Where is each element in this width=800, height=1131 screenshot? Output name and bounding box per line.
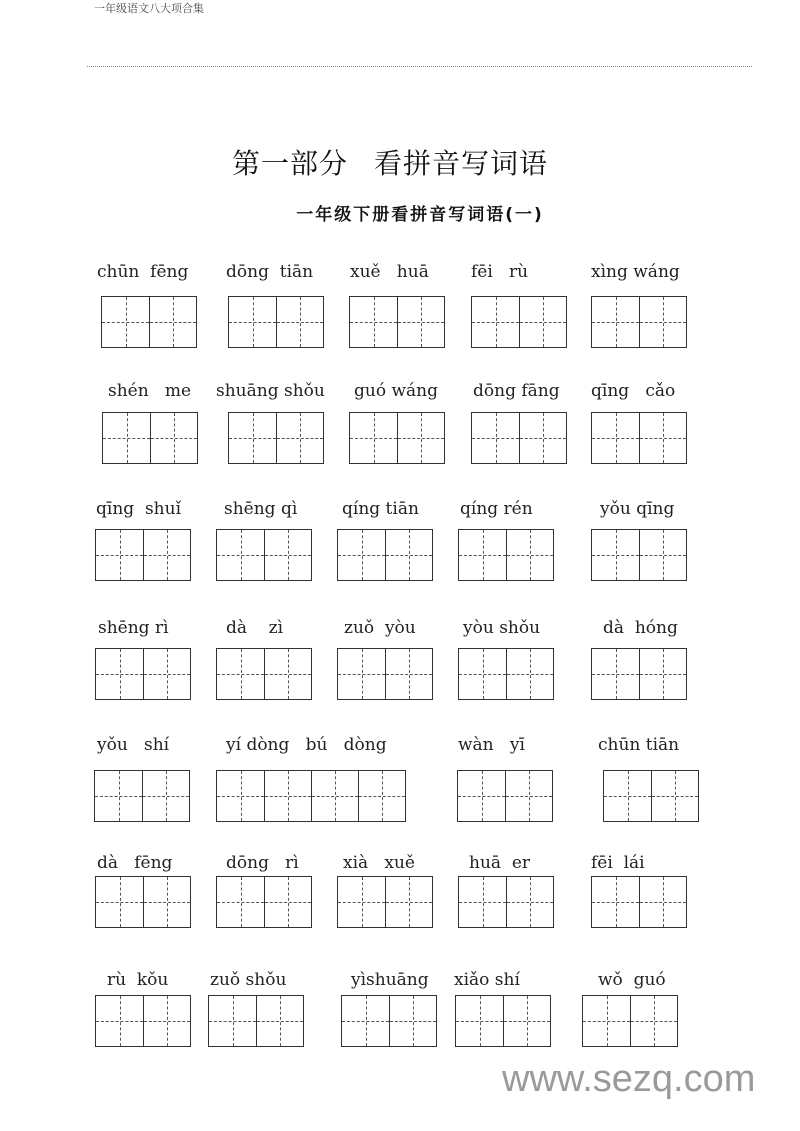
character-cell[interactable] xyxy=(96,996,143,1046)
watermark: www.sezq.com xyxy=(502,1058,756,1100)
character-cell[interactable] xyxy=(592,297,639,347)
character-cell[interactable] xyxy=(459,530,506,580)
character-cell[interactable] xyxy=(264,771,311,821)
section-subtitle: 一年级下册看拼音写词语(一) xyxy=(296,205,544,225)
tianzige-writing-grid[interactable] xyxy=(591,529,687,581)
pinyin-label: yǒu qīng xyxy=(600,499,675,519)
character-cell[interactable] xyxy=(604,771,651,821)
pinyin-label: dà zì xyxy=(226,618,284,638)
character-cell[interactable] xyxy=(150,413,197,463)
character-cell[interactable] xyxy=(639,649,686,699)
running-header: 一年级语文八大项合集 xyxy=(94,2,204,15)
character-cell[interactable] xyxy=(459,877,506,927)
character-cell[interactable] xyxy=(458,771,505,821)
character-cell[interactable] xyxy=(217,877,264,927)
tianzige-writing-grid[interactable] xyxy=(208,995,304,1047)
character-cell[interactable] xyxy=(397,413,444,463)
character-cell[interactable] xyxy=(311,771,358,821)
pinyin-label: shēng qì xyxy=(224,499,298,519)
character-cell[interactable] xyxy=(385,649,432,699)
tianzige-writing-grid[interactable] xyxy=(228,296,324,348)
character-cell[interactable] xyxy=(456,996,503,1046)
pinyin-label: wǒ guó xyxy=(598,970,666,990)
character-cell[interactable] xyxy=(639,877,686,927)
pinyin-label: zuǒ yòu xyxy=(344,618,416,638)
character-cell[interactable] xyxy=(229,297,276,347)
pinyin-label: qíng rén xyxy=(460,499,533,519)
pinyin-label: yòu shǒu xyxy=(463,618,541,638)
character-cell[interactable] xyxy=(639,413,686,463)
character-cell[interactable] xyxy=(96,877,143,927)
tianzige-writing-grid[interactable] xyxy=(349,412,445,464)
page-title xyxy=(0,142,780,182)
pinyin-label: shén me xyxy=(108,381,192,401)
pinyin-label: dōng tiān xyxy=(226,262,314,282)
pinyin-label: rù kǒu xyxy=(107,970,169,990)
tianzige-writing-grid[interactable] xyxy=(101,296,197,348)
tianzige-writing-grid[interactable] xyxy=(591,648,687,700)
pinyin-label: dōng rì xyxy=(226,853,299,873)
pinyin-label: chūn fēng xyxy=(97,262,189,282)
character-cell[interactable] xyxy=(264,877,311,927)
character-cell[interactable] xyxy=(102,297,149,347)
tianzige-writing-grid[interactable] xyxy=(591,412,687,464)
tianzige-writing-grid[interactable] xyxy=(216,770,406,822)
character-cell[interactable] xyxy=(149,297,196,347)
pinyin-label: huā er xyxy=(469,853,531,873)
character-cell[interactable] xyxy=(338,530,385,580)
tianzige-writing-grid[interactable] xyxy=(216,529,312,581)
tianzige-writing-grid[interactable] xyxy=(102,412,198,464)
pinyin-label: xiǎo shí xyxy=(454,970,520,990)
tianzige-writing-grid[interactable] xyxy=(457,770,553,822)
character-cell[interactable] xyxy=(385,877,432,927)
character-cell[interactable] xyxy=(389,996,436,1046)
pinyin-label: xìng wáng xyxy=(591,262,680,282)
character-cell[interactable] xyxy=(143,996,190,1046)
character-cell[interactable] xyxy=(338,649,385,699)
character-cell[interactable] xyxy=(142,771,189,821)
tianzige-writing-grid[interactable] xyxy=(95,995,191,1047)
character-cell[interactable] xyxy=(143,649,190,699)
character-cell[interactable] xyxy=(217,530,264,580)
pinyin-label: dōng fāng xyxy=(473,381,560,401)
tianzige-writing-grid[interactable] xyxy=(591,876,687,928)
tianzige-writing-grid[interactable] xyxy=(337,876,433,928)
character-cell[interactable] xyxy=(96,530,143,580)
character-cell[interactable] xyxy=(96,649,143,699)
character-cell[interactable] xyxy=(276,297,323,347)
tianzige-writing-grid[interactable] xyxy=(582,995,678,1047)
character-cell[interactable] xyxy=(630,996,677,1046)
character-cell[interactable] xyxy=(592,530,639,580)
pinyin-label: yìshuāng xyxy=(351,970,429,990)
pinyin-label: fēi lái xyxy=(591,853,645,873)
tianzige-writing-grid[interactable] xyxy=(95,529,191,581)
character-cell[interactable] xyxy=(506,530,553,580)
character-cell[interactable] xyxy=(217,771,264,821)
tianzige-writing-grid[interactable] xyxy=(458,648,554,700)
pinyin-label: xià xuě xyxy=(343,853,415,873)
tianzige-writing-grid[interactable] xyxy=(94,770,190,822)
tianzige-writing-grid[interactable] xyxy=(216,648,312,700)
character-cell[interactable] xyxy=(506,649,553,699)
pinyin-label: guó wáng xyxy=(354,381,438,401)
pinyin-label: qīng cǎo xyxy=(591,381,676,401)
character-cell[interactable] xyxy=(256,996,303,1046)
character-cell[interactable] xyxy=(506,877,553,927)
character-cell[interactable] xyxy=(276,413,323,463)
character-cell[interactable] xyxy=(342,996,389,1046)
character-cell[interactable] xyxy=(503,996,550,1046)
tianzige-writing-grid[interactable] xyxy=(458,876,554,928)
character-cell[interactable] xyxy=(639,530,686,580)
character-cell[interactable] xyxy=(639,297,686,347)
character-cell[interactable] xyxy=(592,877,639,927)
character-cell[interactable] xyxy=(519,297,566,347)
character-cell[interactable] xyxy=(103,413,150,463)
character-cell[interactable] xyxy=(229,413,276,463)
character-cell[interactable] xyxy=(209,996,256,1046)
tianzige-writing-grid[interactable] xyxy=(471,296,567,348)
character-cell[interactable] xyxy=(264,649,311,699)
pinyin-label: shēng rì xyxy=(98,618,169,638)
character-cell[interactable] xyxy=(264,530,311,580)
character-cell[interactable] xyxy=(397,297,444,347)
character-cell[interactable] xyxy=(350,297,397,347)
tianzige-writing-grid[interactable] xyxy=(216,876,312,928)
tianzige-writing-grid[interactable] xyxy=(95,648,191,700)
pinyin-label: chūn tiān xyxy=(598,735,680,755)
character-cell[interactable] xyxy=(143,877,190,927)
tianzige-writing-grid[interactable] xyxy=(349,296,445,348)
tianzige-writing-grid[interactable] xyxy=(341,995,437,1047)
tianzige-writing-grid[interactable] xyxy=(337,648,433,700)
character-cell[interactable] xyxy=(592,413,639,463)
tianzige-writing-grid[interactable] xyxy=(337,529,433,581)
character-cell[interactable] xyxy=(592,649,639,699)
tianzige-writing-grid[interactable] xyxy=(471,412,567,464)
pinyin-label: fēi rù xyxy=(471,262,529,282)
pinyin-label: qíng tiān xyxy=(342,499,419,519)
character-cell[interactable] xyxy=(358,771,405,821)
character-cell[interactable] xyxy=(651,771,698,821)
title-name: 看拼音写词语 xyxy=(374,147,549,180)
tianzige-writing-grid[interactable] xyxy=(228,412,324,464)
tianzige-writing-grid[interactable] xyxy=(455,995,551,1047)
pinyin-label: dà fēng xyxy=(97,853,173,873)
character-cell[interactable] xyxy=(519,413,566,463)
header-divider xyxy=(87,66,752,67)
pinyin-label: dà hóng xyxy=(603,618,678,638)
character-cell[interactable] xyxy=(472,413,519,463)
tianzige-writing-grid[interactable] xyxy=(458,529,554,581)
character-cell[interactable] xyxy=(459,649,506,699)
pinyin-label: qīng shuǐ xyxy=(96,499,182,519)
character-cell[interactable] xyxy=(350,413,397,463)
pinyin-label: wàn yī xyxy=(458,735,525,755)
character-cell[interactable] xyxy=(385,530,432,580)
character-cell[interactable] xyxy=(338,877,385,927)
pinyin-label: yǒu shí xyxy=(97,735,170,755)
character-cell[interactable] xyxy=(217,649,264,699)
tianzige-writing-grid[interactable] xyxy=(95,876,191,928)
character-cell[interactable] xyxy=(95,771,142,821)
character-cell[interactable] xyxy=(505,771,552,821)
pinyin-label: yí dòng bú dòng xyxy=(226,735,387,755)
pinyin-label: shuāng shǒu xyxy=(216,381,325,401)
character-cell[interactable] xyxy=(583,996,630,1046)
character-cell[interactable] xyxy=(143,530,190,580)
title-part: 第一部分 xyxy=(231,147,348,180)
pinyin-label: xuě huā xyxy=(350,262,429,282)
pinyin-label: zuǒ shǒu xyxy=(210,970,287,990)
tianzige-writing-grid[interactable] xyxy=(603,770,699,822)
tianzige-writing-grid[interactable] xyxy=(591,296,687,348)
character-cell[interactable] xyxy=(472,297,519,347)
